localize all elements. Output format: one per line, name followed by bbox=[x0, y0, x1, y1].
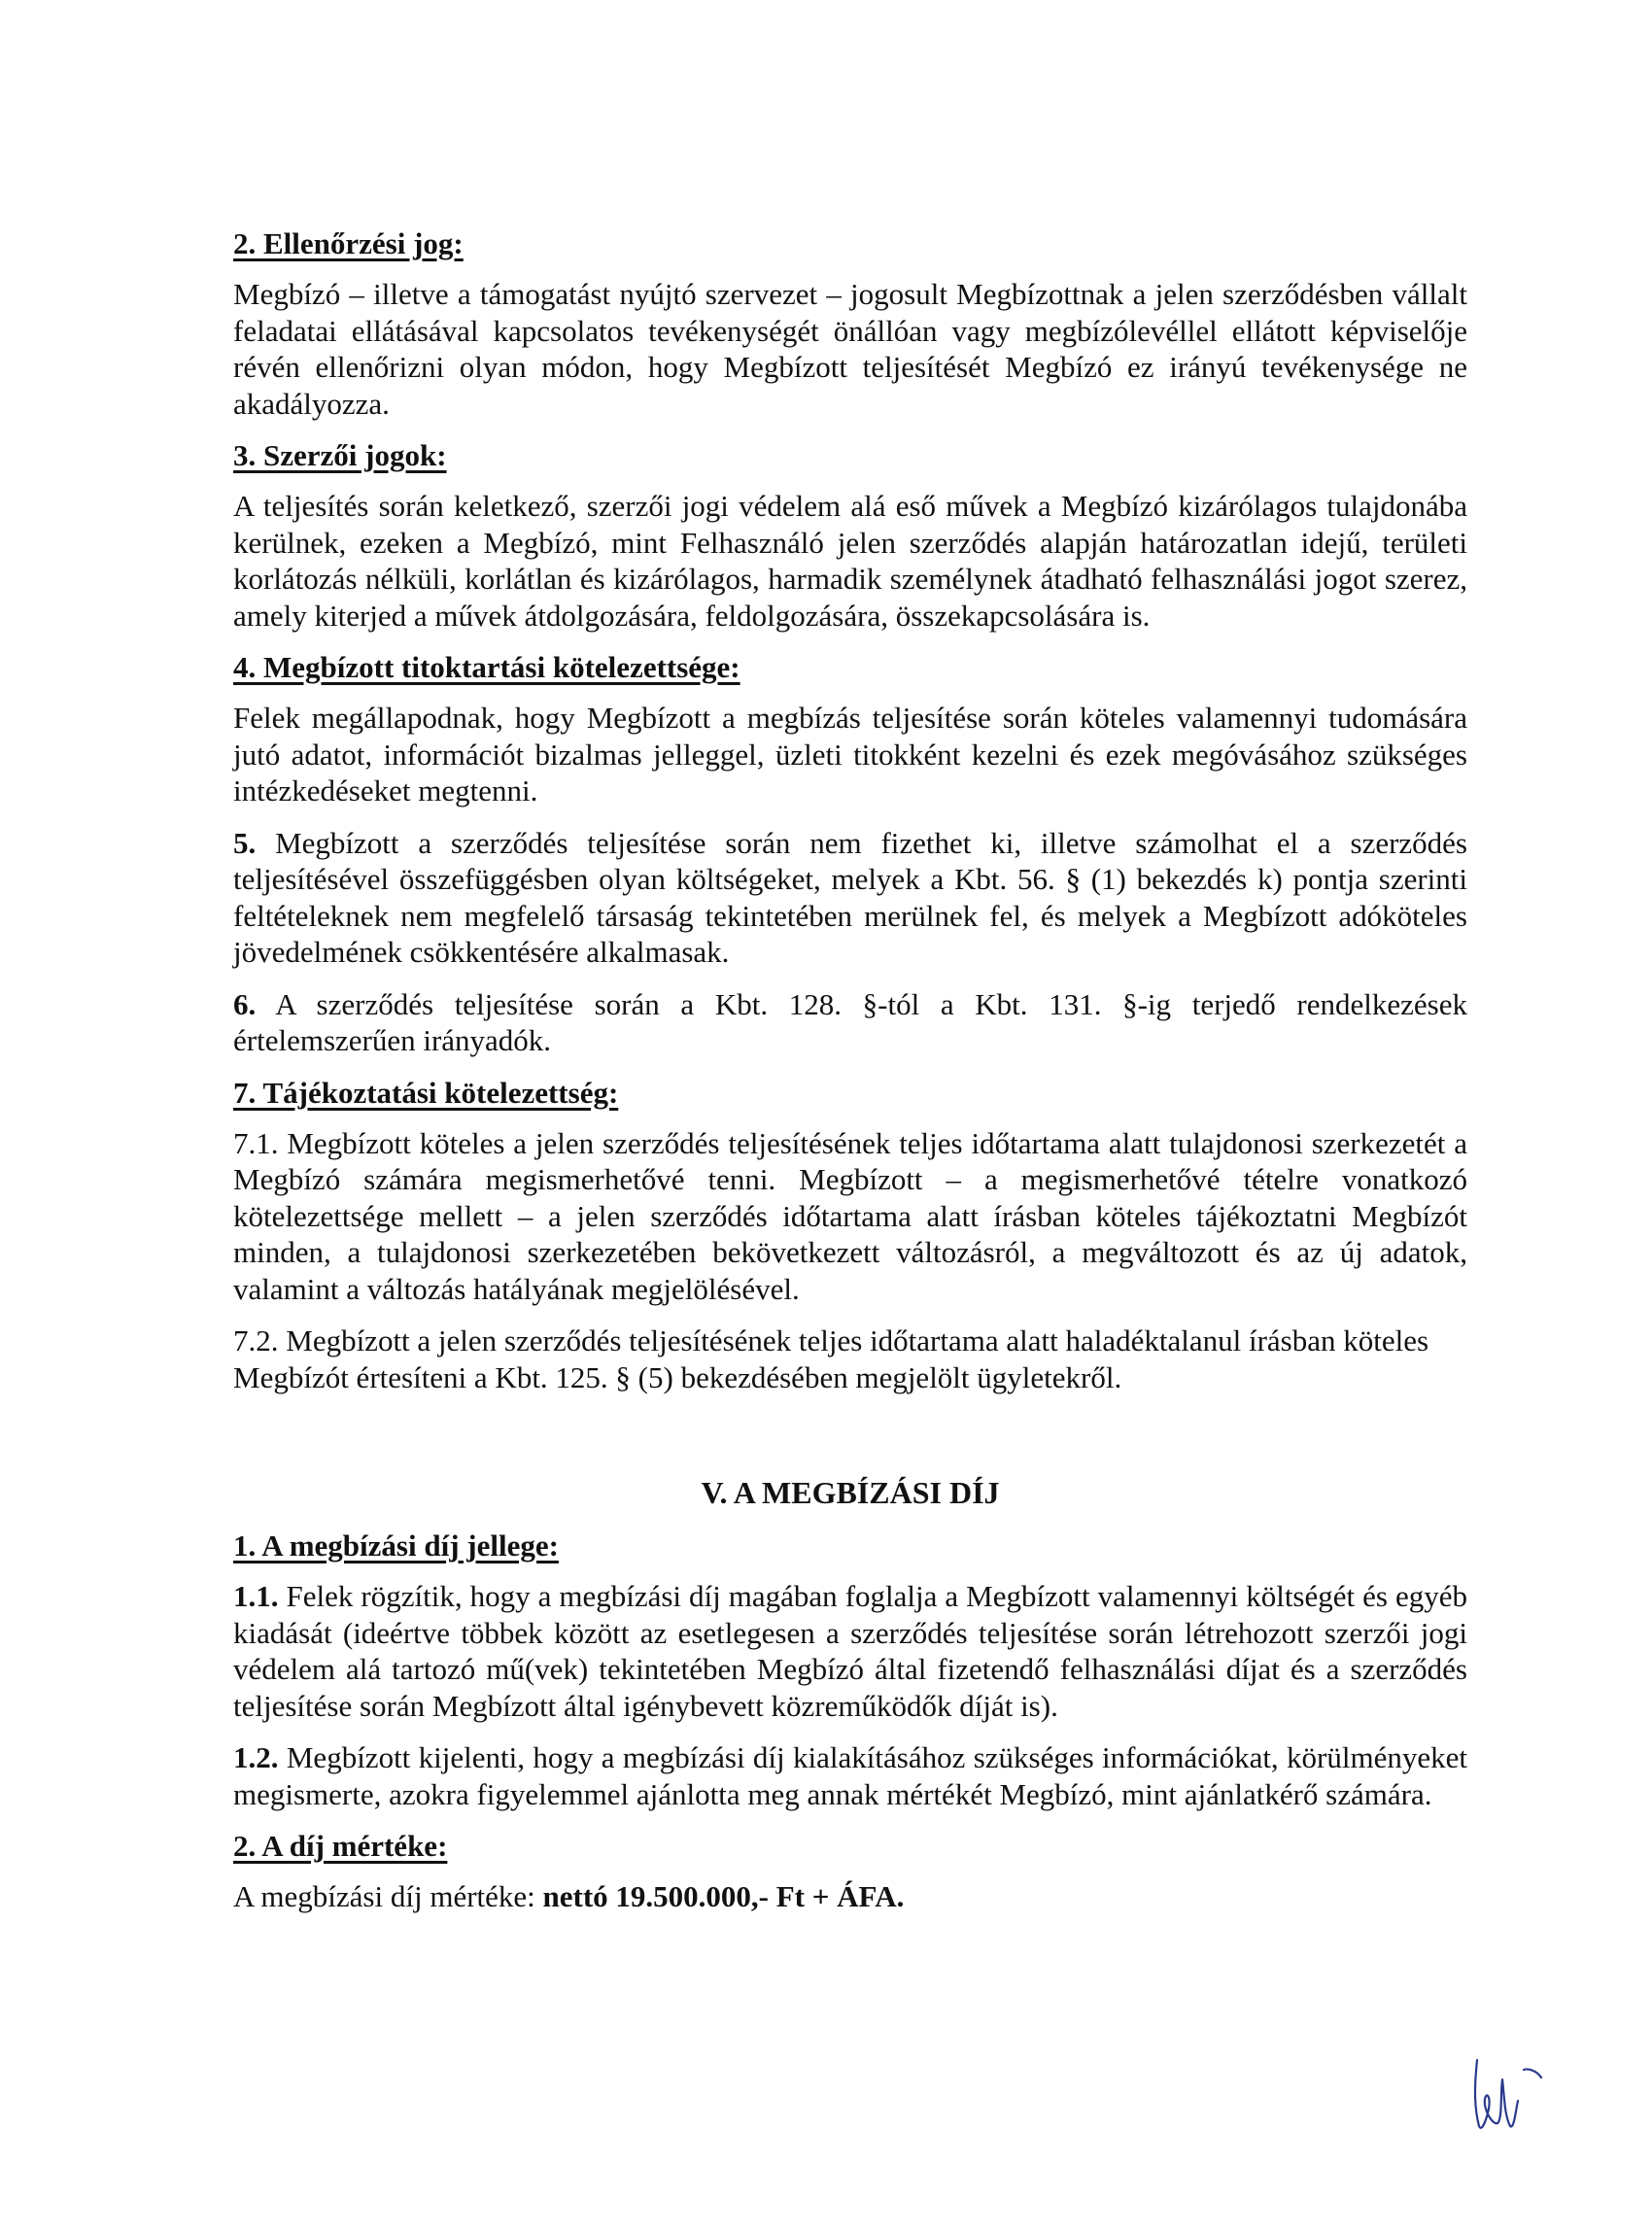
section-2-text: Megbízó – illetve a támogatást nyújtó szervezet – jogosult Megbízottnak a jelen szerződésben vállalt feladatai ellátásával kapcsolatos tevékenységét önállóan vagy megbízólevéllel ellátott képviselője révén ellenőrizni olyan módon, hogy Megbízott teljesítését Megbízó ez irányú tevékenysége ne akadályozza. bbox=[233, 277, 1467, 421]
section-4-text: Felek megállapodnak, hogy Megbízott a megbízás teljesítése során köteles valamennyi tudomására jutó adatot, információt bizalmas jelleggel, üzleti titokként kezelni és ezek megóvásához szükséges intézkedéseket megtenni. bbox=[233, 701, 1467, 807]
section-3-text: A teljesítés során keletkező, szerzői jogi védelem alá eső művek a Megbízó kizárólagos tulajdonába kerülnek, ezeken a Megbízó, mint Felhasználó jelen szerződés alapján határozatlan idejű, területi korlátozás nélküli, korlátlan és kizárólagos, harmadik személynek átadható felhasználási jogot szerez, amely kiterjed a művek átdolgozására, feldolgozására, összekapcsolására is. bbox=[233, 489, 1467, 633]
section-7-heading: 7. Tájékoztatási kötelezettség: bbox=[233, 1075, 619, 1110]
section-7-1-text: 7.1. Megbízott köteles a jelen szerződés teljesítésének teljes időtartama alatt tulajdonosi szerkezetét a Megbízó számára megismerhetővé tenni. Megbízott – a megismerhetővé tételre vonatkozó kötelezettsége mellett – a jelen szerződés időtartama alatt írásban köteles tájékoztatni Megbízót minden, a tulajdonosi szerkezetében bekövetkezett változásról, a megváltozott és az új adatok, valamint a változás hatályának megjelölésével. bbox=[233, 1125, 1467, 1306]
fee-amount-heading: 2. A díj mértéke: bbox=[233, 1829, 448, 1863]
fee-amount-line bbox=[233, 1878, 1467, 1915]
section-6-text: A szerződés teljesítése során a Kbt. 128. §-tól a Kbt. 131. §-ig terjedő rendelkezések értelemszerűen irányadók. bbox=[233, 986, 1467, 1057]
fee-1-1-paragraph bbox=[233, 1578, 1467, 1724]
fee-nature-heading: 1. A megbízási díj jellege: bbox=[233, 1529, 559, 1563]
section-7-2-text: 7.2. Megbízott a jelen szerződés teljesítésének teljes időtartama alatt haladéktalanul írásban köteles Megbízót értesíteni a Kbt. 125. § (5) bekezdésében megjelölt ügyletekről. bbox=[233, 1323, 1429, 1394]
section-6-number: 6. bbox=[233, 986, 257, 1021]
fee-1-2-number: 1.2. bbox=[233, 1740, 279, 1774]
section-3-heading: 3. Szerzői jogok: bbox=[233, 438, 447, 472]
section-6-paragraph bbox=[233, 986, 1467, 1059]
contract-page bbox=[233, 225, 1467, 1915]
chapter-title: V. A MEGBÍZÁSI DÍJ bbox=[701, 1475, 1000, 1510]
section-5-text: Megbízott a szerződés teljesítése során nem fizethet ki, illetve számolhat el a szerződés teljesítésével összefüggésben olyan költségeket, melyek a Kbt. 56. § (1) bekezdés k) pontja szerinti feltételeknek nem megfelelő társaság tekintetében merülnek fel, és melyek a Megbízott adóköteles jövedelmének csökkentésére alkalmasak. bbox=[233, 825, 1467, 969]
fee-1-2-paragraph bbox=[233, 1739, 1467, 1812]
fee-1-2-text: Megbízott kijelenti, hogy a megbízási díj kialakításához szükséges információkat, körülményeket megismerte, azokra figyelemmel ajánlotta meg annak mértékét Megbízó, mint ajánlatkérő számára. bbox=[233, 1740, 1467, 1811]
section-4-heading: 4. Megbízott titoktartási kötelezettsége: bbox=[233, 650, 740, 684]
fee-1-1-text: Felek rögzítik, hogy a megbízási díj magában foglalja a Megbízott valamennyi költségét és egyéb kiadását (ideértve többek között az esetlegesen a szerződés teljesítése során létrehozott szerzői jogi védelem alá tartozó mű(vek) tekintetében Megbízó által fizetendő felhasználási díjat és a szerződés teljesítése során Megbízott által igénybevett közreműködők díját is). bbox=[233, 1579, 1467, 1723]
section-5-paragraph bbox=[233, 825, 1467, 971]
handwritten-initials-signature bbox=[1469, 2050, 1547, 2138]
fee-1-1-number: 1.1. bbox=[233, 1579, 279, 1613]
fee-amount-value: nettó 19.500.000,- Ft + ÁFA. bbox=[542, 1879, 905, 1913]
fee-amount-label: A megbízási díj mértéke: bbox=[233, 1879, 543, 1913]
section-5-number: 5. bbox=[233, 825, 257, 860]
section-2-heading: 2. Ellenőrzési jog: bbox=[233, 226, 464, 260]
